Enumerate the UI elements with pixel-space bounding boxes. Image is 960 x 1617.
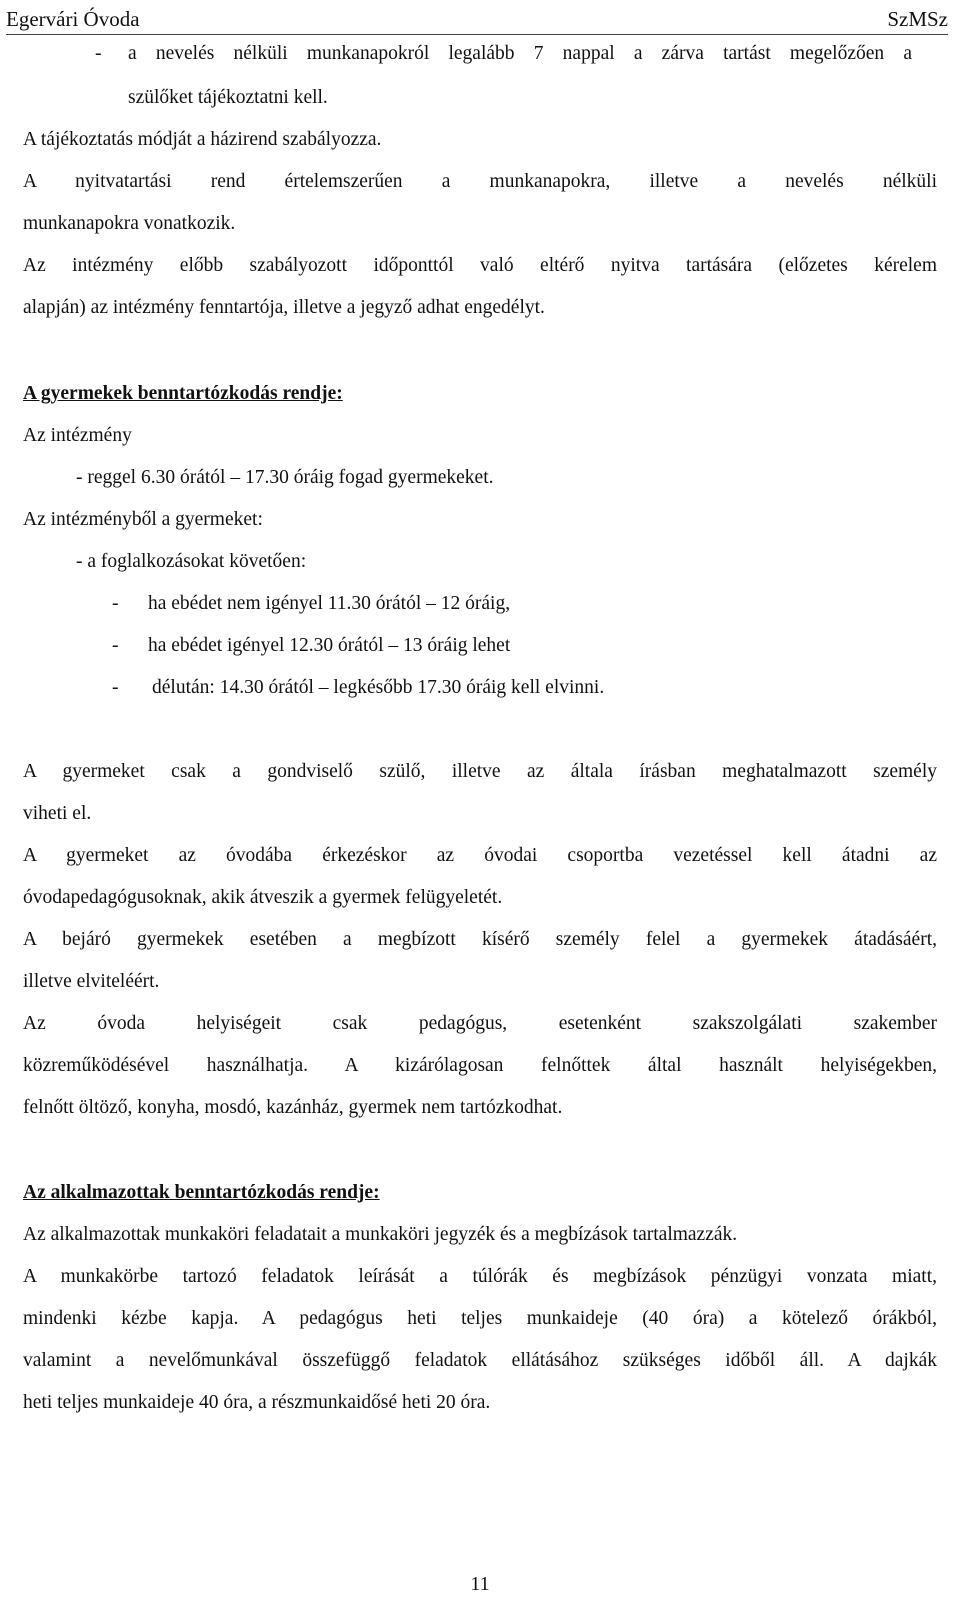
bullet-line-1: a nevelés nélküli munkanapokról legalább 7 nappal a zárva tartást megelőzően a — [128, 43, 912, 64]
paragraph-bejaro-line-1: A bejáró gyermekek esetében a megbízott kísérő személy felel a gyermekek átadásáért, — [23, 929, 937, 950]
text-reggel: - reggel 6.30 órától – 17.30 óráig fogad gyermekeket. — [76, 467, 494, 488]
page-header — [6, 4, 948, 35]
paragraph-nyitvatartas-line-2: munkanapokra vonatkozik. — [23, 213, 236, 234]
paragraph-eltero-nyitva-line-2: alapján) az intézmény fenntartója, illetve a jegyző adhat engedélyt. — [23, 297, 545, 318]
text-munkakori: Az alkalmazottak munkaköri feladatait a munkaköri jegyzék és a megbízások tartalmazzák. — [23, 1224, 738, 1245]
text-intezmeny: Az intézmény — [23, 425, 132, 446]
paragraph-helyisegek-line-1: Az óvoda helyiségeit csak pedagógus, esetenként szakszolgálati szakember — [23, 1013, 937, 1034]
list-item-delutan: délután: 14.30 órától – legkésőbb 17.30 óráig kell elvinni. — [152, 677, 605, 698]
paragraph-helyisegek-line-3: felnőtt öltöző, konyha, mosdó, kazánház, gyermek nem tartózkodhat. — [23, 1097, 563, 1118]
paragraph-munkaido-line-1: A munkakörbe tartozó feladatok leírását a túlórák és megbízások pénzügyi vonzata miatt, — [23, 1266, 937, 1287]
list-item-dash: - — [112, 635, 119, 656]
header-document-code: SzMSz — [887, 7, 948, 31]
header-institution-name: Egervári Óvoda — [6, 7, 140, 31]
paragraph-tajekoztatas: A tájékoztatás módját a házirend szabályozza. — [23, 129, 382, 150]
section-heading-gyermekek: A gyermekek benntartózkodás rendje: — [23, 383, 343, 404]
paragraph-bejaro-line-2: illetve elviteléért. — [23, 971, 160, 992]
bullet-dash: - — [95, 43, 102, 64]
paragraph-helyisegek-line-2: közreműködésével használhatja. A kizárólagosan felnőttek által használt helyiségekben, — [23, 1055, 937, 1076]
paragraph-gondviselo-line-1: A gyermeket csak a gondviselő szülő, illetve az általa írásban meghatalmazott személy — [23, 761, 937, 782]
paragraph-erkezes-line-1: A gyermeket az óvodába érkezéskor az óvodai csoportba vezetéssel kell átadni az — [23, 845, 937, 866]
list-item-ebed-igen: ha ebédet igényel 12.30 órától – 13 óráig lehet — [148, 635, 511, 656]
paragraph-munkaido-line-2: mindenki kézbe kapja. A pedagógus heti teljes munkaideje (40 óra) a kötelező órákból, — [23, 1308, 937, 1329]
text-foglalkozasokat: - a foglalkozásokat követően: — [76, 551, 307, 572]
section-heading-alkalmazottak: Az alkalmazottak benntartózkodás rendje: — [23, 1182, 380, 1203]
paragraph-munkaido-line-3: valamint a nevelőmunkával összefüggő feladatok ellátásához szükséges időből áll. A dajkák — [23, 1350, 937, 1371]
paragraph-gondviselo-line-2: viheti el. — [23, 803, 92, 824]
list-item-dash: - — [112, 677, 119, 698]
list-item-ebed-nem: ha ebédet nem igényel 11.30 órától – 12 óráig, — [148, 593, 511, 614]
list-item-dash: - — [112, 593, 119, 614]
text-intezmenybol: Az intézményből a gyermeket: — [23, 509, 263, 530]
paragraph-munkaido-line-4: heti teljes munkaideje 40 óra, a részmunkaidősé heti 20 óra. — [23, 1392, 491, 1413]
paragraph-eltero-nyitva-line-1: Az intézmény előbb szabályozott időponttól való eltérő nyitva tartására (előzetes kérelem — [23, 255, 937, 276]
page-number: 11 — [470, 1573, 490, 1595]
bullet-line-2: szülőket tájékoztatni kell. — [128, 87, 328, 108]
paragraph-erkezes-line-2: óvodapedagógusoknak, akik átveszik a gyermek felügyeletét. — [23, 887, 503, 908]
paragraph-nyitvatartas-line-1: A nyitvatartási rend értelemszerűen a munkanapokra, illetve a nevelés nélküli — [23, 171, 937, 192]
